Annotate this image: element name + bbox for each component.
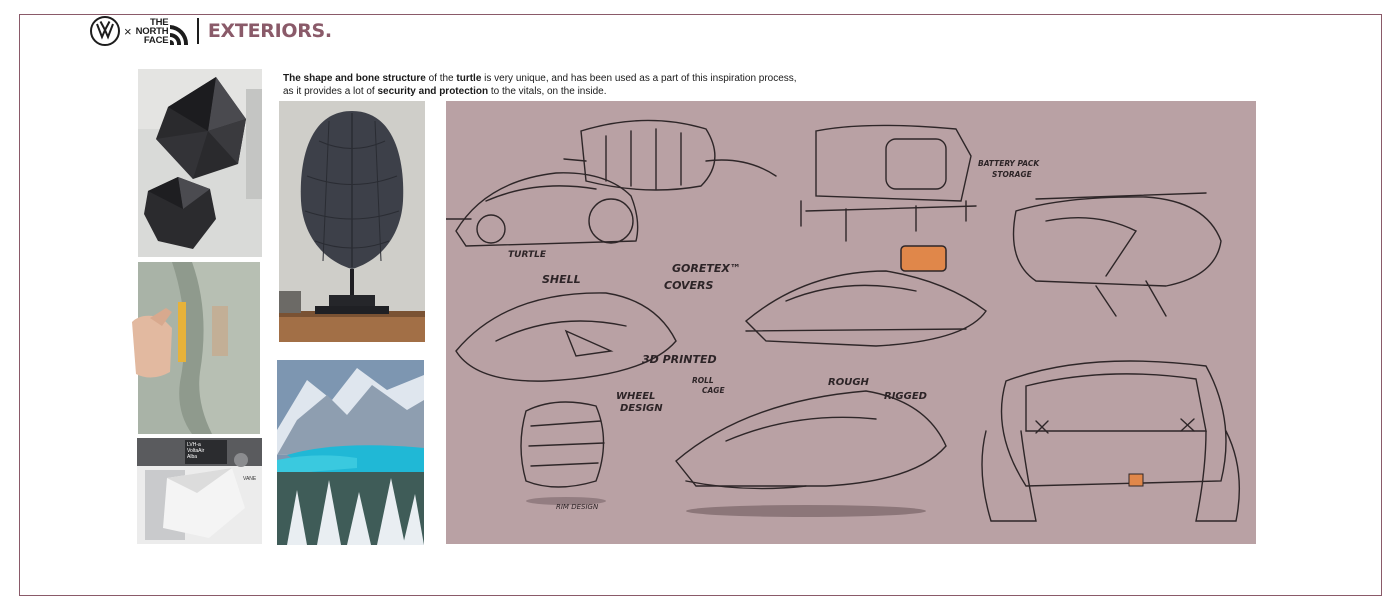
note-covers: COVERS bbox=[664, 279, 714, 292]
frosted-panel-photo bbox=[132, 262, 260, 434]
device-label-1: LVH-a bbox=[187, 442, 201, 448]
note-wheel: WHEEL bbox=[616, 391, 656, 402]
the-north-face-logo bbox=[136, 18, 189, 45]
tnf-word-north: NORTH bbox=[135, 25, 169, 37]
header bbox=[90, 14, 332, 48]
note-design: DESIGN bbox=[620, 403, 663, 414]
device-badge: VANE bbox=[243, 476, 257, 482]
vw-logo bbox=[90, 16, 120, 46]
note-roll: ROLL bbox=[692, 376, 714, 385]
section-title: EXTERIORS. bbox=[207, 20, 332, 42]
concept-sketch-board bbox=[446, 101, 1256, 544]
tnf-word-the: THE bbox=[149, 16, 169, 28]
device-module-photo bbox=[137, 438, 262, 544]
mountain-lake-photo bbox=[277, 360, 424, 545]
description-line-1: The shape and bone structure of the turtle is very unique, and has been used as a part of this inspiration process, bbox=[283, 73, 797, 84]
note-cage: CAGE bbox=[702, 386, 725, 395]
device-label-2: VoltaAir bbox=[187, 448, 205, 454]
note-3d-printed: 3D PRINTED bbox=[642, 353, 717, 366]
note-storage: STORAGE bbox=[992, 170, 1032, 179]
note-rim-design: RIM DESIGN bbox=[556, 503, 599, 511]
note-turtle: TURTLE bbox=[508, 250, 546, 260]
note-goretex: GORETEX™ bbox=[672, 262, 741, 275]
device-label-3: Alba bbox=[187, 454, 198, 460]
note-rigged: RIGGED bbox=[884, 391, 927, 402]
note-battery: BATTERY PACK bbox=[978, 159, 1040, 168]
tnf-word-face: FACE bbox=[143, 34, 169, 46]
header-divider bbox=[197, 18, 199, 44]
turtle-shell-photo bbox=[279, 101, 425, 342]
tnf-arcs-icon bbox=[170, 18, 188, 45]
brand-cross: × bbox=[124, 23, 132, 39]
note-shell: SHELL bbox=[542, 273, 581, 286]
description bbox=[283, 72, 797, 98]
faceted-objects-photo bbox=[138, 69, 262, 257]
description-line-2: as it provides a lot of security and protection to the vitals, on the inside. bbox=[283, 86, 607, 97]
note-rough: ROUGH bbox=[828, 377, 869, 388]
